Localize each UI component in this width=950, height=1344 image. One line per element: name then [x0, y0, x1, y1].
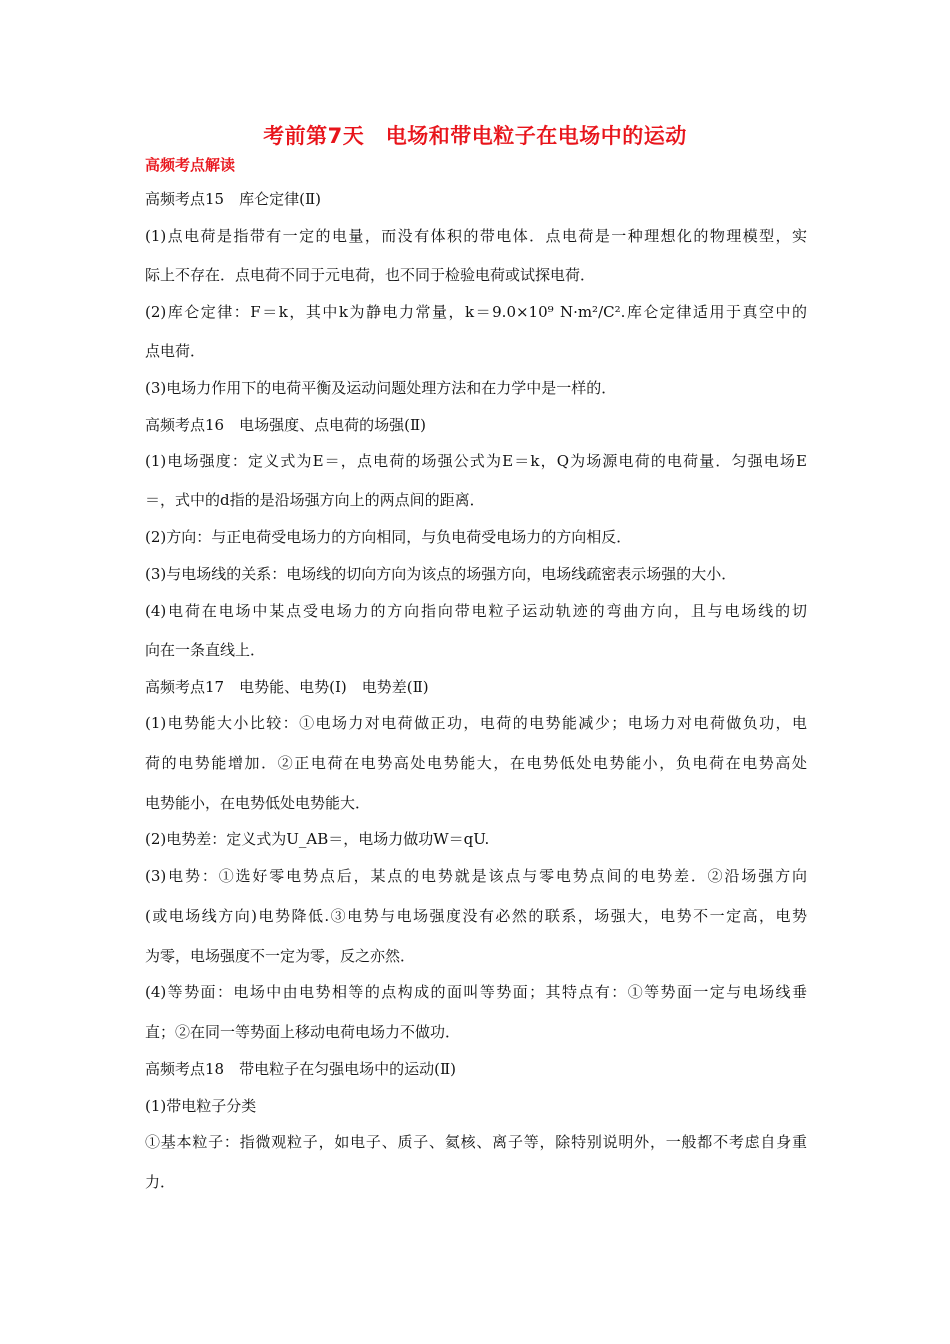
- paragraph-line: 际上不存在．点电荷不同于元电荷，也不同于检验电荷或试探电荷．: [145, 266, 596, 284]
- paragraph-line: (3)电势：①选好零电势点后，某点的电势就是该点与零电势点间的电势差．②沿场强方向: [145, 867, 807, 885]
- paragraph-line: (1)电场强度：定义式为E＝，点电荷的场强公式为E＝k，Q为场源电荷的电荷量．匀强电场E: [145, 452, 807, 470]
- paragraph-line: (1)点电荷是指带有一定的电量，而没有体积的带电体．点电荷是一种理想化的物理模型，实: [145, 227, 807, 245]
- paragraph-line: (3)与电场线的关系：电场线的切向方向为该点的场强方向，电场线疏密表示场强的大小．: [145, 565, 737, 583]
- paragraph-line: (1)带电粒子分类: [145, 1097, 257, 1115]
- paragraph-line: ①基本粒子：指微观粒子，如电子、质子、氦核、离子等，除特别说明外，一般都不考虑自身重: [145, 1133, 807, 1151]
- paragraph-line: ＝，式中的d指的是沿场强方向上的两点间的距离．: [145, 491, 485, 509]
- section-heading: 高频考点解读: [145, 156, 236, 174]
- paragraph-line: 直；②在同一等势面上移动电荷电场力不做功．: [145, 1023, 461, 1041]
- paragraph-line: (2)库仑定律：F＝k，其中k为静电力常量，k＝9.0×10⁹ N·m²/C².库仑定律适用于真空中的: [145, 303, 807, 321]
- paragraph-line: 点电荷．: [145, 342, 206, 360]
- page-title: 考前第7天 电场和带电粒子在电场中的运动: [263, 124, 687, 148]
- paragraph-line: 电势能小，在电势低处电势能大．: [145, 794, 371, 812]
- topic-heading-16: 高频考点16 电场强度、点电荷的场强(Ⅱ): [145, 416, 426, 434]
- paragraph-line: (或电场线方向)电势降低.③电势与电场强度没有必然的联系，场强大，电势不一定高，电势: [145, 907, 807, 925]
- paragraph-line: 荷的电势能增加．②正电荷在电势高处电势能大，在电势低处电势能小，负电荷在电势高处: [145, 754, 807, 772]
- topic-heading-18: 高频考点18 带电粒子在匀强电场中的运动(Ⅱ): [145, 1060, 456, 1078]
- paragraph-line: (3)电场力作用下的电荷平衡及运动问题处理方法和在力学中是一样的．: [145, 379, 617, 397]
- topic-heading-17: 高频考点17 电势能、电势(Ⅰ) 电势差(Ⅱ): [145, 678, 429, 696]
- paragraph-line: 为零，电场强度不一定为零，反之亦然．: [145, 947, 416, 965]
- topic-heading-15: 高频考点15 库仑定律(Ⅱ): [145, 190, 321, 208]
- paragraph-line: (4)等势面：电场中由电势相等的点构成的面叫等势面；其特点有：①等势面一定与电场线垂: [145, 983, 807, 1001]
- paragraph-line: (4)电荷在电场中某点受电场力的方向指向带电粒子运动轨迹的弯曲方向，且与电场线的切: [145, 602, 807, 620]
- paragraph-line: (1)电势能大小比较：①电场力对电荷做正功，电荷的电势能减少；电场力对电荷做负功，电: [145, 714, 807, 732]
- paragraph-line: (2)电势差：定义式为U_AB＝，电场力做功W＝qU.: [145, 830, 490, 848]
- paragraph-line: 力．: [145, 1173, 176, 1191]
- paragraph-line: 向在一条直线上．: [145, 641, 266, 659]
- paragraph-line: (2)方向：与正电荷受电场力的方向相同，与负电荷受电场力的方向相反．: [145, 528, 632, 546]
